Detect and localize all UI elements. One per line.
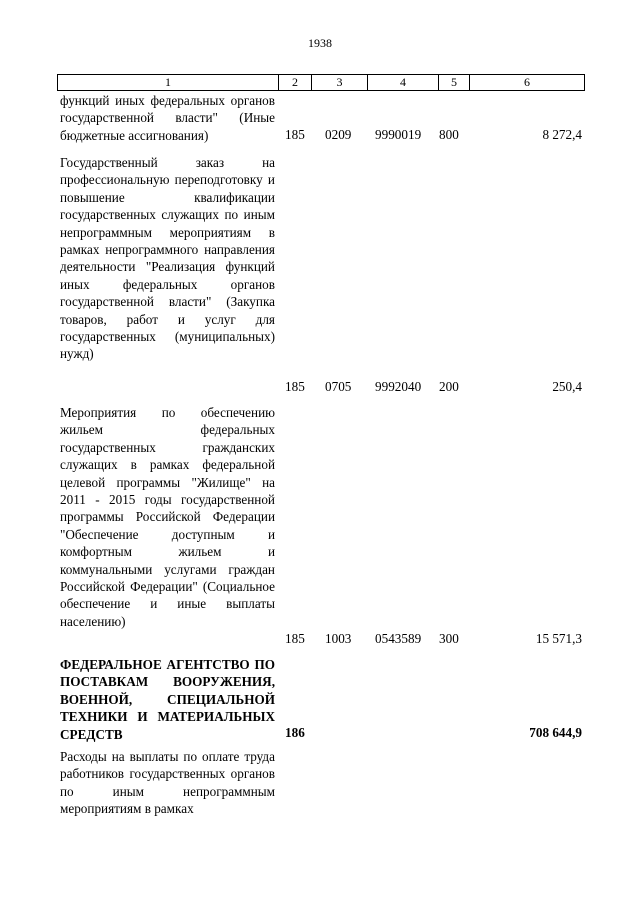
- amount: 8 272,4: [542, 127, 582, 142]
- page-number: 1938: [308, 36, 332, 50]
- ministry-code: 185: [285, 127, 305, 142]
- ministry-code: 185: [285, 379, 305, 394]
- column-header-6: 6: [524, 75, 530, 89]
- expense-type-code: 300: [439, 631, 459, 646]
- section-code: 0705: [325, 379, 352, 394]
- ministry-code: 185: [285, 631, 305, 646]
- ministry-code: 186: [285, 725, 305, 740]
- table-header: [57, 74, 585, 91]
- column-header-3: 3: [312, 75, 368, 90]
- expense-type-code: 800: [439, 127, 459, 142]
- target-code: 9992040: [375, 379, 422, 394]
- row-description: функций иных федеральных органов государственной власти" (Иные бюджетные ассигнования): [60, 93, 275, 143]
- column-header-2: 2: [279, 75, 312, 90]
- section-code: 1003: [325, 631, 352, 646]
- column-header-4: 4: [368, 75, 439, 90]
- row-description: Расходы на выплаты по оплате труда работников государственных органов по иным непрограммным мероприятиям в рамках: [60, 749, 275, 817]
- amount: 15 571,3: [535, 631, 582, 646]
- target-code: 9990019: [375, 127, 422, 142]
- amount: 708 644,9: [529, 725, 582, 740]
- row-description: Государственный заказ на профессиональную переподготовку и повышение квалификации государственных служащих по иным непрограммным мероприятиям в рамках непрограммного направления деятельности "Реализация функций иных федеральных органов государственной власти" (Закупка товаров, работ и услуг для государственных (муниципальных) нужд): [60, 155, 275, 362]
- target-code: 0543589: [375, 631, 422, 646]
- row-description: Мероприятия по обеспечению жильем федеральных государственных гражданских служащих в рамках федеральной целевой программы "Жилище" на 2011 - 2015 годы государственной программы Российской Федерации "Обеспечение доступным и комфортным жильем и коммунальными услугами граждан Российской Федерации" (Социальное обеспечение и иные выплаты населению): [60, 405, 275, 629]
- expense-type-code: 200: [439, 379, 459, 394]
- amount: 250,4: [552, 379, 582, 394]
- agency-heading: ФЕДЕРАЛЬНОЕ АГЕНТСТВО ПО ПОСТАВКАМ ВООРУЖЕНИЯ, ВОЕННОЙ, СПЕЦИАЛЬНОЙ ТЕХНИКИ И МАТЕРИАЛЬНЫХ СРЕДСТВ: [60, 657, 275, 742]
- column-header-1: 1: [58, 75, 279, 90]
- section-code: 0209: [325, 127, 352, 142]
- column-header-5: 5: [439, 75, 470, 90]
